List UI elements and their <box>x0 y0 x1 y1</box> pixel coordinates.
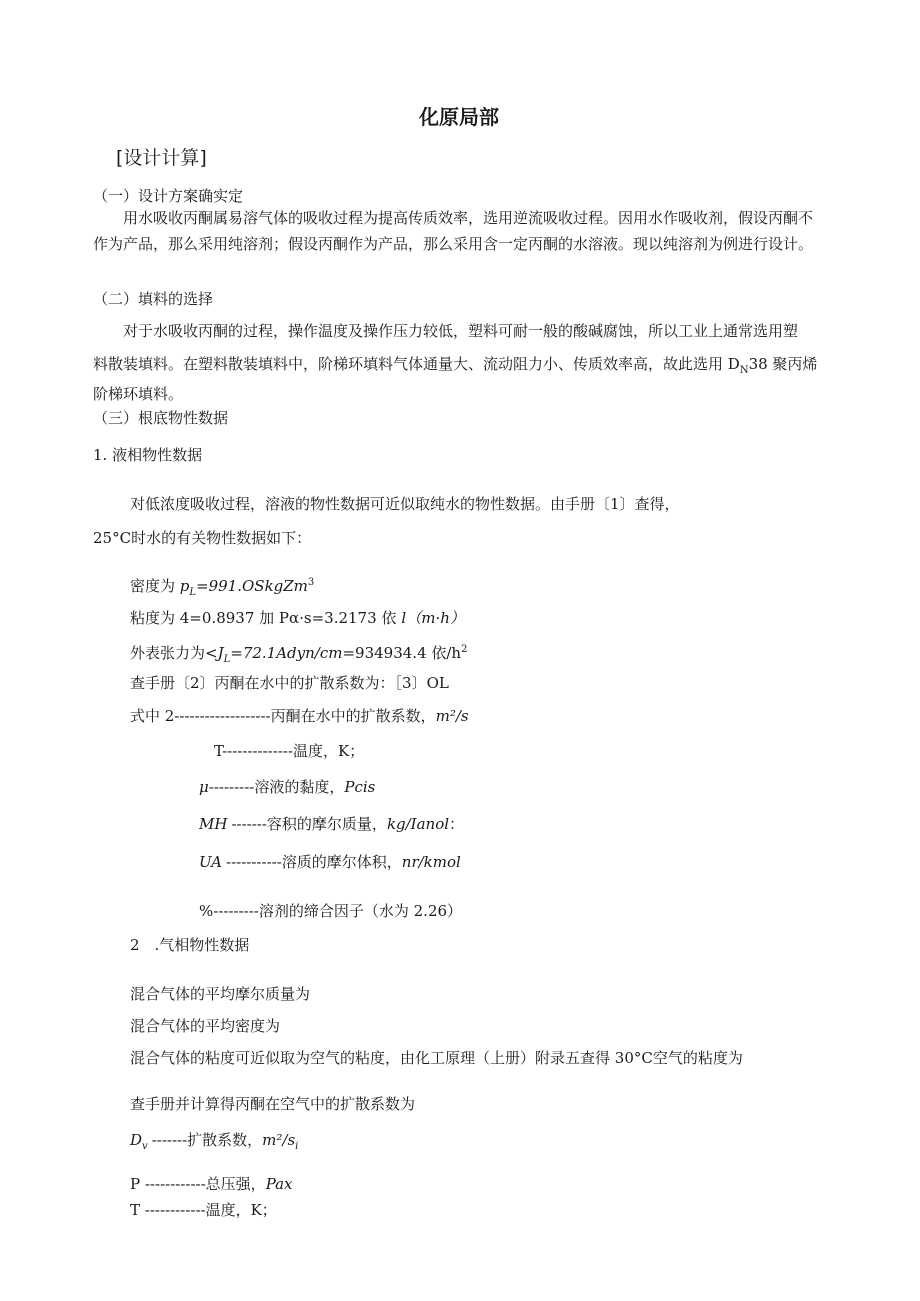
molar-volume-symbol: UA <box>199 853 223 871</box>
where-term-molar-mass-unit: kg/Ianol <box>386 815 450 833</box>
gas-avg-molar-mass: 混合气体的平均摩尔质量为 <box>130 985 311 1003</box>
section-1-paragraph: 用水吸收丙酮属易溶气体的吸收过程为提高传质效率，选用逆流吸收过程。因用水作吸收剂，假设丙酮不作为产品，那么采用纯溶剂；假设丙酮作为产品，那么采用含一定丙酮的水溶液。现以纯溶剂为例进行设计。 <box>93 209 814 253</box>
diffusion-lookup-line: 查手册〔2〕丙酮在水中的扩散系数为：［3〕OL <box>130 674 449 692</box>
dv-subscript: v <box>142 1141 148 1152</box>
viscosity-text: 粘度为 4=0.8937 加 Pα·s=3.2173 依 <box>130 609 397 627</box>
dv-unit-subscript: i <box>295 1141 299 1152</box>
viscosity-unit: l（m·h） <box>401 609 465 627</box>
page-title: 化原局部 <box>419 105 499 129</box>
gas-term-pressure <box>130 1174 293 1194</box>
section-subtitle: [设计计算] <box>116 147 207 169</box>
gas-term-dv-text: -------扩散系数， <box>151 1131 263 1149</box>
density-superscript: 3 <box>307 577 315 588</box>
where-term-molar-volume-text: -----------溶质的摩尔体积， <box>226 853 402 871</box>
where-term-viscosity <box>199 777 375 797</box>
gas-term-temperature: T ------------温度，K； <box>130 1201 277 1219</box>
tension-symbol: <J <box>205 644 224 662</box>
where-term-molar-volume <box>199 852 461 872</box>
density-subscript: L <box>189 587 197 598</box>
tension-label: 外表张力为 <box>130 644 206 662</box>
molar-mass-symbol: MH <box>199 815 228 833</box>
where-term-molar-volume-unit: nr/kmol <box>401 853 461 871</box>
section-heading-2: （二）填料的选择 <box>93 290 214 308</box>
section-2-line-2-text: 料散装填料。在塑料散装填料中，阶梯环填料气体通量大、流动阻力小、传质效率高，故此选用 D <box>93 355 740 373</box>
gas-avg-density: 混合气体的平均密度为 <box>130 1017 281 1035</box>
gas-viscosity-note: 混合气体的粘度可近似取为空气的粘度，由化工原理（上册）附录五查得 30°C空气的粘度为 <box>130 1049 743 1067</box>
where-term-diffusion-text: 式中 2-------------------丙酮在水中的扩散系数， <box>130 707 436 725</box>
liquid-intro-line-2: 25°C时水的有关物性数据如下： <box>93 529 312 547</box>
dv-symbol: D <box>130 1131 143 1149</box>
density-symbol: p <box>179 577 190 595</box>
section-2-line-1: 对于水吸收丙酮的过程，操作温度及操作压力较低，塑料可耐一般的酸碱腐蚀，所以工业上通常选用塑 <box>123 322 799 340</box>
tension-value: =72.1Adyn/cm <box>230 644 343 662</box>
gas-term-pressure-unit: Pax <box>265 1175 293 1193</box>
viscosity-line <box>130 608 465 628</box>
liquid-heading: 1. 液相物性数据 <box>93 446 203 464</box>
density-value: =991.OSkgZm <box>196 577 308 595</box>
surface-tension-line <box>130 640 467 670</box>
where-term-diffusion <box>130 706 469 726</box>
where-term-viscosity-unit: Pcis <box>344 778 376 796</box>
where-term-molar-mass <box>199 814 464 834</box>
section-heading-3: （三）根底物性数据 <box>93 409 229 427</box>
viscosity-mu-symbol: μ <box>199 778 209 796</box>
where-term-molar-mass-end: ： <box>449 815 465 833</box>
section-heading-1: （一）设计方案确实定 <box>93 187 244 205</box>
where-term-association: %---------溶剂的缔合因子（水为 2.26） <box>199 902 463 920</box>
gas-diffusion-note: 查手册并计算得丙酮在空气中的扩散系数为 <box>130 1095 416 1113</box>
where-term-temperature: T--------------温度，K； <box>214 742 365 760</box>
density-line <box>130 573 314 603</box>
where-term-molar-mass-text: -------容积的摩尔质量， <box>231 815 387 833</box>
tension-superscript: 2 <box>461 644 468 655</box>
where-term-diffusion-unit: m²/s <box>435 707 469 725</box>
section-2-line-3: 阶梯环填料。 <box>93 385 184 403</box>
density-label: 密度为 <box>130 577 180 595</box>
dn-subscript: N <box>739 365 749 376</box>
gas-term-dv <box>130 1130 298 1157</box>
tension-value-2: =934934.4 依/h <box>342 644 462 662</box>
section-2-line-2 <box>93 354 817 381</box>
where-term-viscosity-text: ---------溶液的黏度， <box>208 778 345 796</box>
liquid-intro-line-1: 对低浓度吸收过程，溶液的物性数据可近似取纯水的物性数据。由手册〔1〕查得， <box>130 495 680 513</box>
tension-subscript: L <box>223 654 231 665</box>
section-2-line-2-end: 38 聚丙烯 <box>748 355 818 373</box>
gas-term-pressure-text: P ------------总压强， <box>130 1175 266 1193</box>
gas-term-dv-unit: m²/s <box>262 1131 296 1149</box>
gas-heading: 2 .气相物性数据 <box>130 936 250 954</box>
